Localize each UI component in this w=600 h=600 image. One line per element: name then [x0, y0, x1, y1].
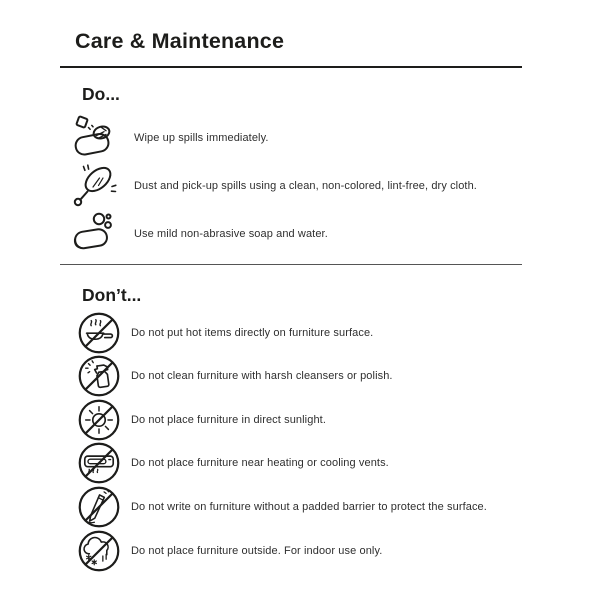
page-title: Care & Maintenance	[75, 29, 285, 53]
do-list	[60, 114, 522, 258]
item-text: Do not place furniture outside. For indoor use only.	[131, 544, 383, 557]
no-vents-icon	[77, 441, 121, 485]
item-text: Do not write on furniture without a padded barrier to protect the surface.	[131, 501, 487, 514]
list-item	[60, 354, 522, 398]
wipe-cloth-icon	[66, 113, 124, 163]
list-item	[60, 529, 522, 573]
no-harsh-cleansers-icon	[77, 354, 121, 398]
no-writing-icon	[77, 485, 121, 529]
no-direct-sunlight-icon	[77, 398, 121, 442]
item-text: Do not place furniture near heating or cooling vents.	[131, 457, 389, 470]
list-item	[60, 311, 522, 355]
soap-icon	[66, 209, 124, 259]
list-item	[60, 162, 522, 210]
do-section	[60, 84, 522, 258]
item-text: Dust and pick-up spills using a clean, non-colored, lint-free, dry cloth.	[134, 179, 477, 192]
section-divider	[60, 264, 522, 265]
no-outdoor-icon	[77, 529, 121, 573]
item-text: Use mild non-abrasive soap and water.	[134, 227, 328, 240]
item-text: Wipe up spills immediately.	[134, 131, 269, 144]
list-item	[60, 398, 522, 442]
list-item	[60, 485, 522, 529]
item-text: Do not put hot items directly on furniture surface.	[131, 326, 374, 339]
no-hot-items-icon	[77, 311, 121, 355]
duster-icon	[66, 161, 124, 211]
title-divider	[60, 66, 522, 68]
dont-list	[60, 311, 522, 573]
content-column	[60, 30, 522, 572]
do-heading: Do...	[82, 83, 120, 104]
list-item	[60, 114, 522, 162]
dont-section	[60, 285, 522, 573]
list-item	[60, 210, 522, 258]
item-text: Do not place furniture in direct sunlight.	[131, 413, 326, 426]
item-text: Do not clean furniture with harsh cleansers or polish.	[131, 370, 393, 383]
list-item	[60, 442, 522, 486]
dont-heading: Don’t...	[82, 284, 142, 305]
